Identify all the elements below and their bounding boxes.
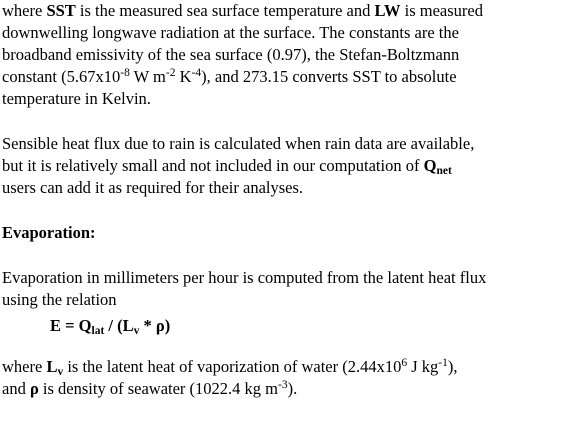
text-span: is density of seawater (1022.4 kg m xyxy=(38,379,278,398)
paragraph-gap xyxy=(2,341,567,356)
bold-term-lw: LW xyxy=(374,1,401,20)
subscript-v: v xyxy=(57,366,64,378)
paragraph-line xyxy=(2,356,567,378)
superscript: -3 xyxy=(278,379,288,391)
text-span: where xyxy=(2,357,47,376)
bold-term-l: L xyxy=(46,357,58,376)
text-span: is the latent heat of vaporization of water (2.44x10 xyxy=(63,357,402,376)
heading-text: Evaporation: xyxy=(2,223,96,242)
text-span: ), xyxy=(447,357,458,376)
paragraph-line xyxy=(2,155,567,177)
superscript: -4 xyxy=(191,67,202,79)
text-span: constant (5.67x10 xyxy=(2,67,121,86)
text-span: ), and 273.15 converts SST to absolute xyxy=(201,67,457,86)
text-span: is the measured sea surface temperature and xyxy=(75,1,375,20)
text-span: but it is relatively small and not included in our computation of xyxy=(2,156,424,175)
equation-part: * ρ) xyxy=(139,316,171,335)
text-span: J kg xyxy=(407,357,439,376)
paragraph-line: downwelling longwave radiation at the surface. The constants are the xyxy=(2,23,459,42)
paragraph-gap xyxy=(2,110,567,133)
equation-part: / (L xyxy=(104,316,134,335)
text-span: and xyxy=(2,379,30,398)
section-heading xyxy=(2,222,567,244)
paragraph-line: temperature in Kelvin. xyxy=(2,89,151,108)
text-span: where xyxy=(2,1,47,20)
paragraph-gap xyxy=(2,244,567,267)
equation xyxy=(2,311,567,341)
superscript: -1 xyxy=(438,357,448,369)
superscript: 6 xyxy=(401,357,408,369)
paragraph-line xyxy=(2,66,567,88)
superscript: -8 xyxy=(120,67,130,79)
equation-part: E = Q xyxy=(50,316,92,335)
paragraph-gap xyxy=(2,199,567,222)
paragraph-line: broadband emissivity of the sea surface (0.97), the Stefan-Boltzmann xyxy=(2,45,460,64)
bold-term-rho: ρ xyxy=(29,379,39,398)
text-span: W m xyxy=(129,67,166,86)
document-page xyxy=(2,0,567,400)
paragraph-line xyxy=(2,0,567,22)
text-span: ). xyxy=(287,379,298,398)
bold-term-q: Q xyxy=(423,156,437,175)
subscript-v: v xyxy=(133,325,140,337)
paragraph-line xyxy=(2,378,567,400)
subscript-lat: lat xyxy=(91,325,105,337)
paragraph-line: users can add it as required for their analyses. xyxy=(2,178,304,197)
superscript: -2 xyxy=(165,67,176,79)
bold-term-sst: SST xyxy=(46,1,76,20)
text-span: K xyxy=(175,67,192,86)
paragraph-line: using the relation xyxy=(2,290,117,309)
paragraph-line: Sensible heat flux due to rain is calculated when rain data are available, xyxy=(2,134,475,153)
subscript-net: net xyxy=(436,165,452,177)
text-span: is measured xyxy=(400,1,483,20)
paragraph-line: Evaporation in millimeters per hour is computed from the latent heat flux xyxy=(2,268,487,287)
